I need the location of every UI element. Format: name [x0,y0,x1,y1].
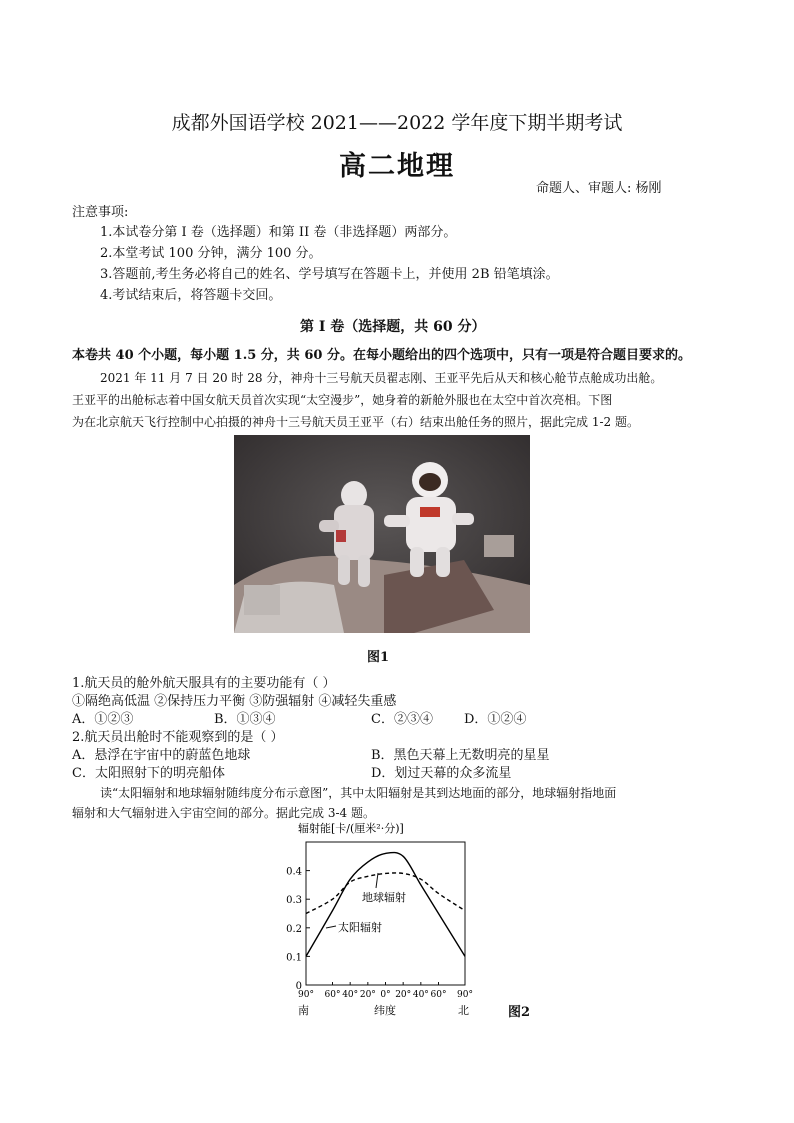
x-tick-label: 40° [412,990,429,1000]
q1-option-d: D．①②④ [464,712,527,727]
q2-option-a: A．悬浮在宇宙中的蔚蓝色地球 [72,748,251,763]
note-item: 4.考试结束后，将答题卡交回。 [100,288,282,303]
q2-stem: 2.航天员出舱时不能观察到的是（ ） [72,730,284,745]
x-right-label: 北 [458,1004,469,1017]
q2-option-b: B．黑色天幕上无数明亮的星星 [371,748,550,763]
x-tick-label: 40° [342,990,359,1000]
chart-ylabel: 辐射能[卡/(厘米²·分)] [298,822,404,835]
q1-option-b: B．①③④ [214,712,276,727]
x-tick-label: 60° [324,990,341,1000]
note-item: 1.本试卷分第 I 卷（选择题）和第 II 卷（非选择题）两部分。 [100,225,457,240]
section-instruction: 本卷共 40 个小题，每小题 1.5 分，共 60 分。在每小题给出的四个选项中，只有一项是符合题目要求的。 [72,348,691,363]
notes-heading: 注意事项: [72,205,129,220]
figure2-caption: 图2 [508,1005,531,1020]
note-item: 3.答题前,考生务必将自己的姓名、学号填写在答题卡上，并使用 2B 铅笔填涂。 [100,267,559,282]
astronaut-photo [234,435,530,633]
x-tick-label: 0° [380,990,391,1000]
series-pointer-earth [376,873,378,888]
q1-stem: 1.航天员的舱外航天服具有的主要功能有（ ） [72,676,336,691]
passage2-line: 辐射和大气辐射进入宇宙空间的部分。据此完成 3-4 题。 [72,806,375,820]
solar-radiation-line [306,853,465,957]
note-item: 2.本堂考试 100 分钟，满分 100 分。 [100,246,322,261]
radiation-chart [280,818,540,1023]
passage1-line: 王亚平的出舱标志着中国女航天员首次实现“太空漫步”，她身着的新舱外服也在太空中首次亮相。下图 [72,393,613,407]
figure1-caption: 图1 [367,650,390,665]
q1-items: ①隔绝高低温 ②保持压力平衡 ③防强辐射 ④减轻失重感 [72,694,397,709]
y-tick-label: 0 [295,981,302,992]
exam-title: 成都外国语学校 2021——2022 学年度下期半期考试 [171,112,623,134]
subject-title: 高二地理 [339,151,455,182]
x-tick-label: 20° [359,990,376,1000]
series-label-solar: 太阳辐射 [338,921,382,934]
q1-option-c: C．②③④ [371,712,433,727]
x-tick-label: 90° [457,990,473,1000]
y-tick-label: 0.2 [286,923,302,935]
x-tick-label: 20° [395,990,412,1000]
y-tick-label: 0.3 [286,895,302,907]
q1-option-a: A．①②③ [72,712,134,727]
q2-option-c: C．太阳照射下的明亮船体 [72,766,225,781]
x-tick-label: 60° [430,990,447,1000]
chart-plot-frame [306,842,465,985]
y-tick-label: 0.1 [286,952,302,964]
passage1-line: 为在北京航天飞行控制中心拍摄的神舟十三号航天员王亚平（右）结束出舱任务的照片，据此完成 1-2 题。 [72,415,639,429]
x-tick-label: 90° [298,990,314,1000]
series-pointer-solar [326,926,336,928]
x-left-label: 南 [298,1004,309,1017]
y-tick-label: 0.4 [286,866,302,878]
x-axis-label: 纬度 [374,1004,396,1017]
passage2-line: 读“太阳辐射和地球辐射随纬度分布示意图”，其中太阳辐射是其到达地面的部分，地球辐射指地面 [100,786,617,800]
passage1-line: 2021 年 11 月 7 日 20 时 28 分，神舟十三号航天员翟志刚、王亚平先后从天和核心舱节点舱成功出舱。 [100,371,663,385]
author-line: 命题人、审题人: 杨刚 [536,181,662,196]
q2-option-d: D．划过天幕的众多流星 [371,766,512,781]
series-label-earth: 地球辐射 [362,891,406,904]
section-title: 第 I 卷（选择题，共 60 分） [300,319,486,335]
